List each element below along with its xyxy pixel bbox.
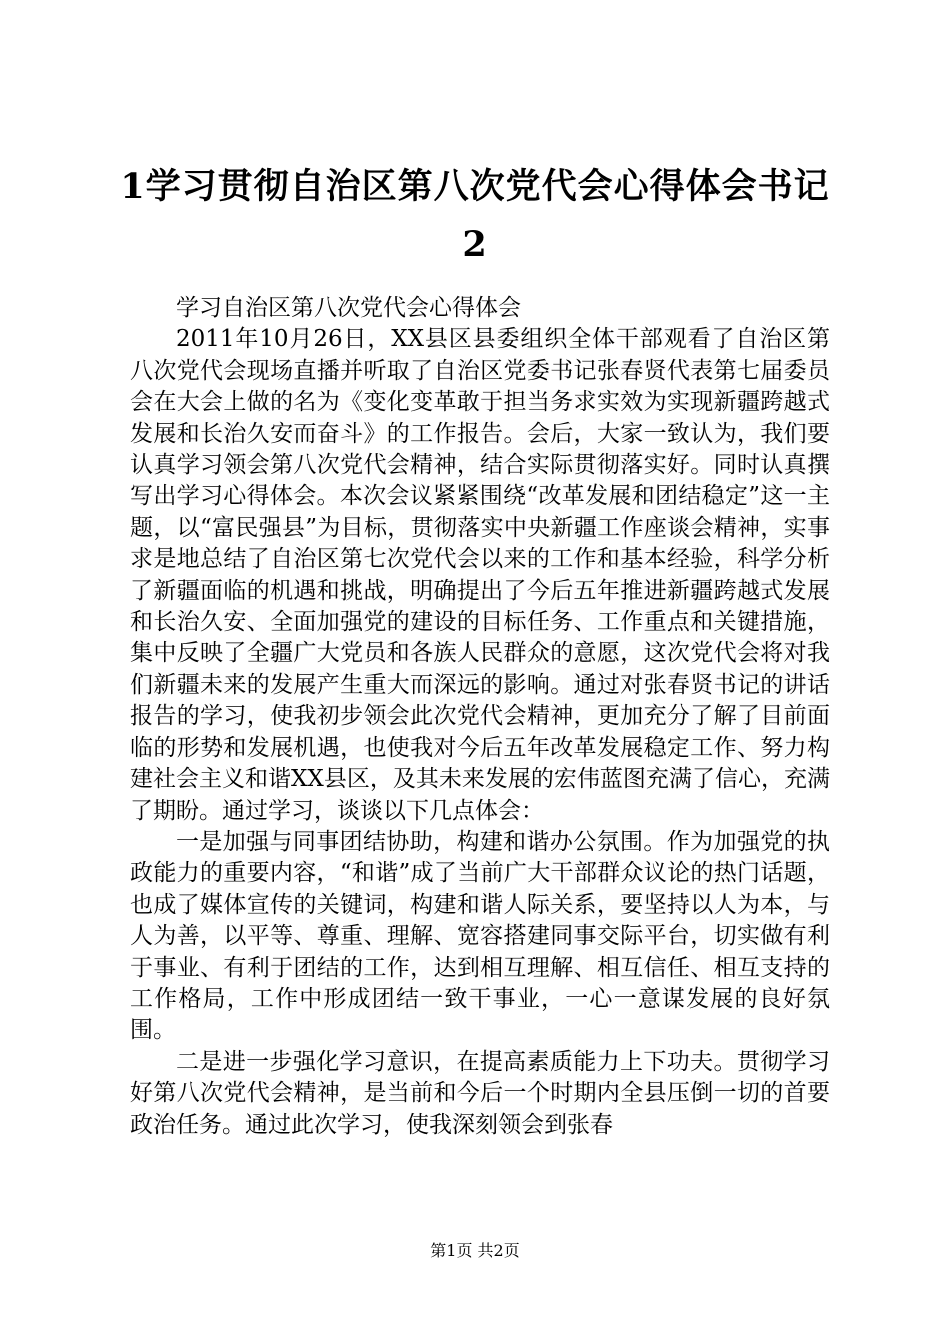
page-footer: 第1页 共2页 [430, 1241, 520, 1260]
document-subtitle: 学习自治区第八次党代会心得体会 [176, 295, 521, 321]
document-body [130, 293, 830, 1141]
body-paragraph: 二是进一步强化学习意识，在提高素质能力上下功夫。贯彻学习好第八次党代会精神，是当前和今后一个时期内全县压倒一切的首要政治任务。通过此次学习，使我深刻领会到张春 [130, 1048, 830, 1138]
document-title: 1学习贯彻自治区第八次党代会心得体会书记2 [120, 166, 830, 265]
body-paragraph: 一是加强与同事团结协助，构建和谐办公氛围。作为加强党的执政能力的重要内容，“和谐”成了当前广大干部群众议论的热门话题，也成了媒体宣传的关键词，构建和谐人际关系，要坚持以人为本，与人为善，以平等、尊重、理解、宽容搭建同事交际平台，切实做有利于事业、有利于团结的工作，达到相互理解、相互信任、相互支持的工作格局，工作中形成团结一致干事业，一心一意谋发展的良好氛围。 [130, 828, 830, 1044]
body-paragraph: 2011年10月26日，XX县区县委组织全体干部观看了自治区第八次党代会现场直播并听取了自治区党委书记张春贤代表第七届委员会在大会上做的名为《变化变革敢于担当务求实效为实现新疆跨越式发展和长治久安而奋斗》的工作报告。会后，大家一致认为，我们要认真学习领会第八次党代会精神，结合实际贯彻落实好。同时认真撰写出学习心得体会。本次会议紧紧围绕“改革发展和团结稳定”这一主题，以“富民强县”为目标，贯彻落实中央新疆工作座谈会精神，实事求是地总结了自治区第七次党代会以来的工作和基本经验，科学分析了新疆面临的机遇和挑战，明确提出了今后五年推进新疆跨越式发展和长治久安、全面加强党的建设的目标任务、工作重点和关键措施，集中反映了全疆广大党员和各族人民群众的意愿，这次党代会将对我们新疆未来的发展产生重大而深远的影响。通过对张春贤书记的讲话报告的学习，使我初步领会此次党代会精神，更加充分了解了目前面临的形势和发展机遇，也使我对今后五年改革发展稳定工作、努力构建社会主义和谐XX县区，及其未来发展的宏伟蓝图充满了信心，充满了期盼。通过学习，谈谈以下几点体会： [130, 326, 830, 824]
